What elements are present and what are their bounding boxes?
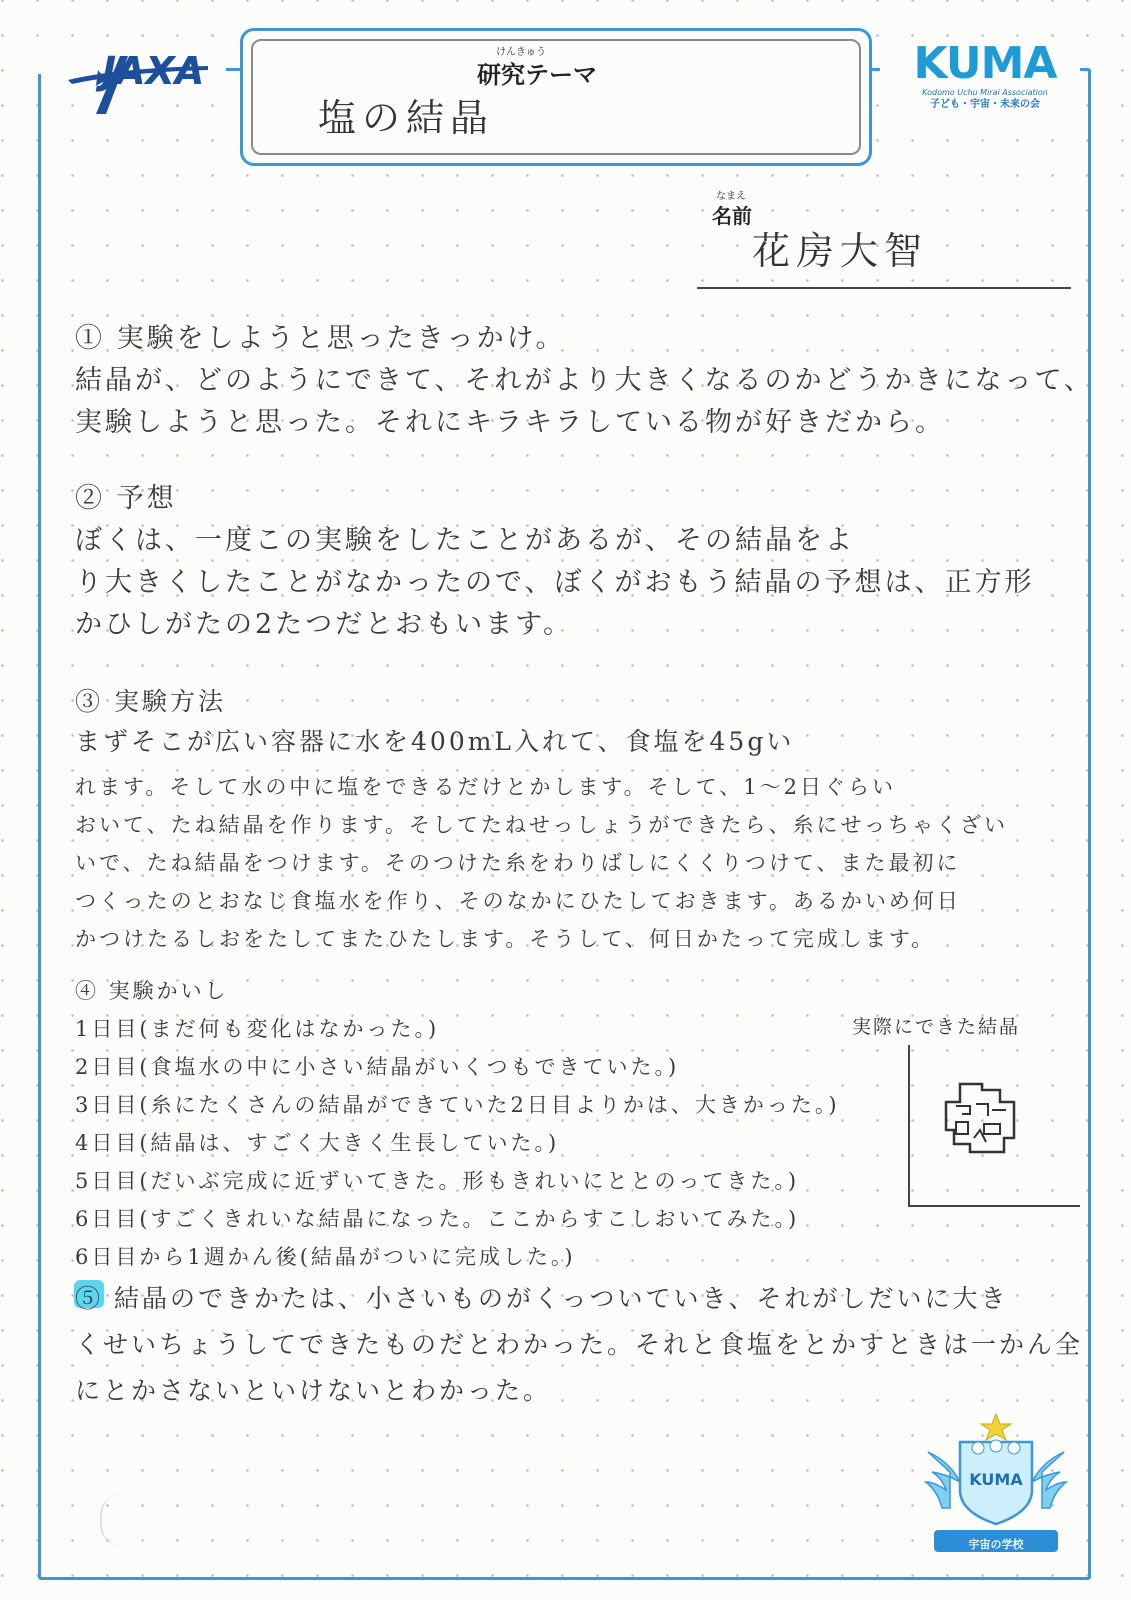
section-5 bbox=[75, 1276, 1095, 1414]
text-line: にとかさないといけないとわかった。 bbox=[75, 1376, 552, 1405]
text-line: 結晶のできかたは、小さいものがくっついていき、それがしだいに大き bbox=[113, 1284, 1009, 1313]
text-line: り大きくしたことがなかったので、ぼくがおもう結晶の予想は、正方形 bbox=[75, 567, 1035, 598]
log-line: 3日目(糸にたくさんの結晶ができていた2日目よりかは、大きかった。) bbox=[75, 1093, 840, 1117]
photo-label: 実際にできた結晶 bbox=[852, 1016, 1021, 1038]
kuma-logo-subtitle-ja: 子ども・宇宙・未来の会 bbox=[930, 99, 1040, 110]
kuma-logo bbox=[900, 40, 1070, 126]
section-3-body bbox=[75, 768, 1095, 958]
text-line: おいて、たね結晶を作ります。そしてたねせっしょうができたら、糸にせっちゃくざい bbox=[75, 813, 1009, 837]
text-line: ぼくは、一度この実験をしたことがあるが、その結晶をよ bbox=[75, 525, 855, 556]
section-heading: ③ 実験方法 bbox=[75, 687, 226, 716]
text-line: 実験しようと思った。それにキラキラしている物が好きだから。 bbox=[75, 407, 945, 438]
log-line: 2日目(食塩水の中に小さい結晶がいくつもできていた。) bbox=[75, 1055, 680, 1079]
section-heading: ① 実験をしようと思ったきっかけ。 bbox=[75, 323, 566, 354]
section-heading: ⑤ bbox=[75, 1284, 104, 1313]
badge-word: KUMA bbox=[969, 1470, 1023, 1489]
log-line: 6日目(すごくきれいな結晶になった。ここからすこしおいてみた。) bbox=[75, 1207, 800, 1231]
text-line: つくったのとおなじ食塩水を作り、そのなかにひたしておきます。あるかいめ何日 bbox=[75, 889, 961, 913]
text-line: かひしがたの2たつだとおもいます。 bbox=[75, 609, 574, 640]
section-heading: ④ 実験かいし bbox=[75, 979, 229, 1003]
section-heading: ② 予想 bbox=[75, 483, 177, 514]
log-line: 6日目から1週かん後(結晶がついに完成した。) bbox=[75, 1245, 576, 1269]
name-value: 花房大智 bbox=[752, 229, 929, 273]
badge-caption: 宇宙の学校 bbox=[968, 1538, 1024, 1551]
text-line: まずそこが広い容器に水を400mL入れて、食塩を45gい bbox=[75, 727, 795, 756]
theme-box bbox=[240, 28, 872, 166]
section-2 bbox=[75, 478, 1095, 646]
faint-pencil-mark bbox=[100, 1495, 142, 1545]
name-ruby: なまえ bbox=[716, 191, 746, 202]
name-underline bbox=[697, 287, 1071, 289]
kuma-logo-subtitle: Kodomo Uchu Mirai Association bbox=[922, 88, 1048, 97]
theme-label: 研究テーマ bbox=[477, 61, 597, 89]
kuma-logo-word: KUMA bbox=[913, 38, 1057, 89]
section-3 bbox=[75, 682, 1095, 762]
text-line: くせいちょうしてできたものだとわかった。それと食塩をとかすときは一かん全 bbox=[75, 1330, 1084, 1359]
log-line: 4日目(結晶は、すごく大きく生長していた。) bbox=[75, 1131, 560, 1155]
section-4 bbox=[75, 972, 840, 1276]
svg-text:JAXA: JAXA bbox=[102, 49, 205, 93]
log-line: 5日目(だいぶ完成に近ずいてきた。形もきれいにととのってきた。) bbox=[75, 1169, 800, 1193]
crystal-drawing bbox=[940, 1078, 1020, 1160]
name-label: 名前 bbox=[712, 204, 752, 228]
text-line: れます。そして水の中に塩をできるだけとかします。そして、1〜2日ぐらい bbox=[75, 775, 896, 799]
text-line: いで、たね結晶をつけます。そのつけた糸をわりばしにくくりつけて、また最初に bbox=[75, 851, 961, 875]
section-1 bbox=[75, 318, 1095, 444]
jaxa-logo bbox=[58, 40, 218, 122]
theme-box-inner bbox=[251, 39, 861, 155]
theme-title: 塩の結晶 bbox=[318, 96, 495, 140]
theme-ruby: けんきゅう bbox=[496, 47, 546, 58]
kuma-school-badge bbox=[920, 1412, 1072, 1560]
text-line: 結晶が、どのようにできて、それがより大きくなるのかどうかきになって、 bbox=[75, 365, 1094, 396]
log-line: 1日目(まだ何も変化はなかった。) bbox=[75, 1017, 440, 1041]
text-line: かつけたるしおをたしてまたひたします。そうして、何日かたって完成します。 bbox=[75, 927, 936, 951]
